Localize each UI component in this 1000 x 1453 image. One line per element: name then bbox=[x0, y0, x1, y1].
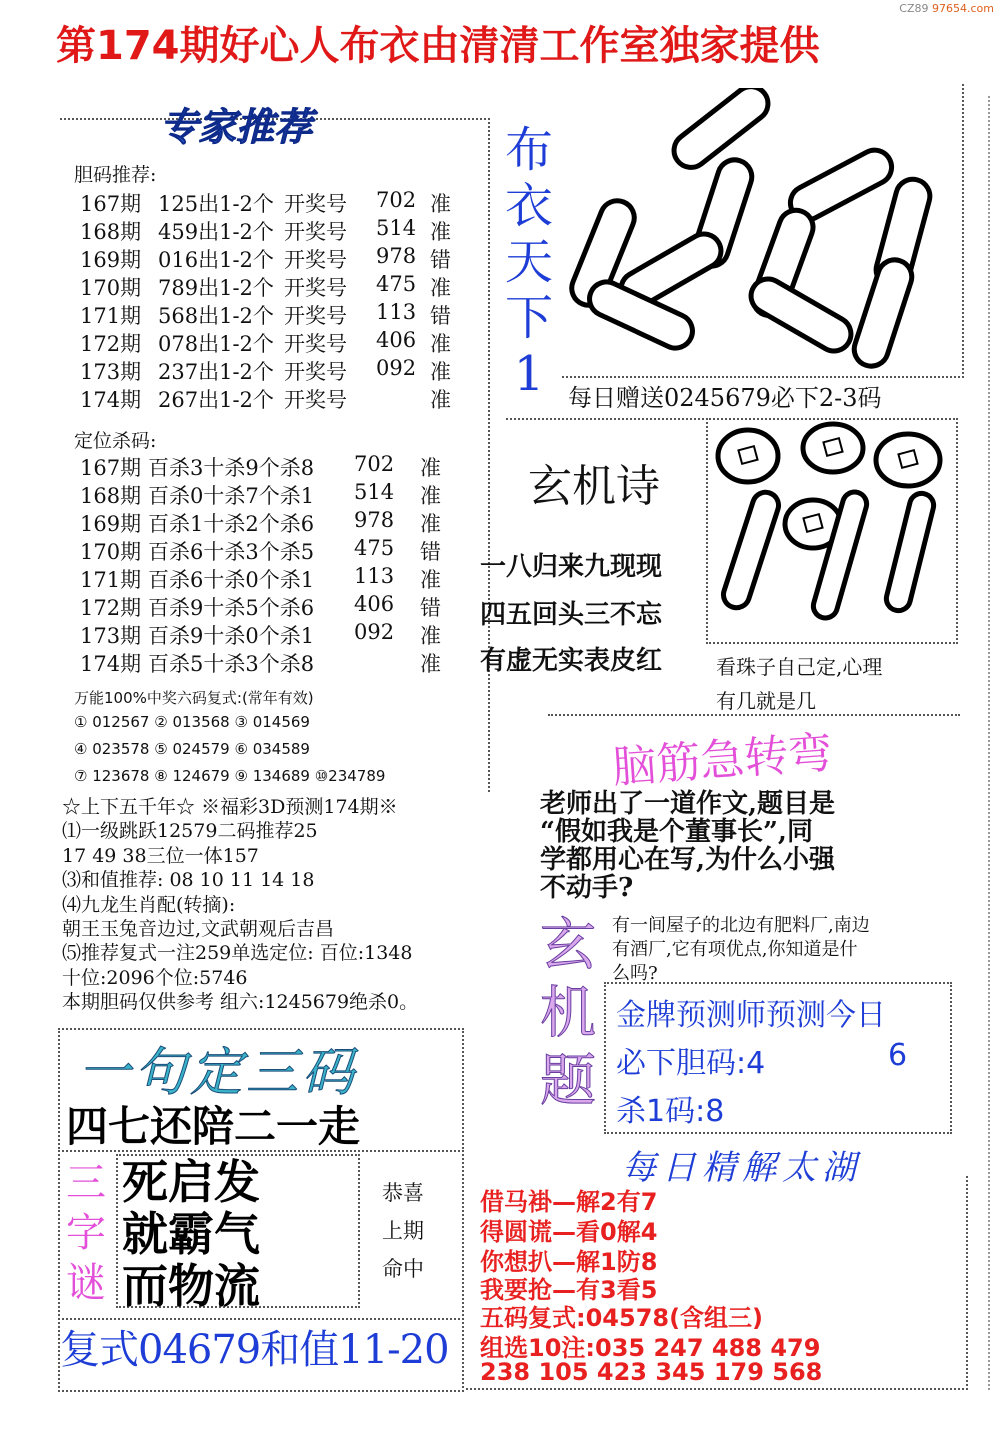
table-row bbox=[80, 272, 480, 298]
fc3d-line: ☆上下五千年☆ ※福彩3D预测174期※ bbox=[62, 796, 398, 818]
digit-2-pills bbox=[567, 88, 775, 354]
bead-9-right bbox=[876, 434, 940, 613]
cell-pick: 百杀5十杀3个杀8 bbox=[148, 652, 315, 676]
poem-line: 有虚无实表皮红 bbox=[480, 646, 663, 676]
cell-res: 准 bbox=[430, 388, 451, 412]
poem-line: 一八归来九现现 bbox=[480, 552, 663, 582]
cell-period: 170期 bbox=[80, 276, 142, 300]
xuanji-ti-question: 有一间屋子的北边有肥料厂,南边 有酒厂,它有项优点,你知道是什 么吗? bbox=[612, 915, 870, 984]
cell-period: 173期 bbox=[80, 360, 142, 384]
gold-sha: 杀1码:8 bbox=[616, 1094, 725, 1129]
cell-res: 准 bbox=[420, 624, 441, 648]
gold-dan-2: 6 bbox=[888, 1038, 908, 1073]
taihu-line: 我要抢—有3看5 bbox=[480, 1276, 658, 1304]
dan-label: 胆码推荐: bbox=[74, 164, 157, 186]
gold-title: 金牌预测师预测今日 bbox=[616, 998, 886, 1033]
yiju-title: 一句定三码 bbox=[78, 1043, 359, 1103]
cell-period: 172期 bbox=[80, 596, 142, 620]
cell-pick: 459出1-2个 bbox=[158, 220, 274, 244]
cell-period: 170期 bbox=[80, 540, 142, 564]
cell-pick: 016出1-2个 bbox=[158, 248, 274, 272]
cell-label: 开奖号 bbox=[284, 192, 347, 216]
cell-num: 514 bbox=[354, 480, 395, 504]
cell-period: 171期 bbox=[80, 304, 142, 328]
naojin-question: 老师出了一道作文,题目是 “假如我是个董事长”,同 学都用心在写,为什么小强 不动手? bbox=[540, 789, 836, 903]
six-row: ④ 023578 ⑤ 024579 ⑥ 034589 bbox=[74, 740, 310, 758]
cell-period: 169期 bbox=[80, 248, 142, 272]
cell-label: 开奖号 bbox=[284, 276, 347, 300]
fc3d-line: ⑷九龙生肖配(转摘): bbox=[62, 893, 236, 916]
table-row bbox=[80, 564, 480, 590]
cell-pick: 百杀3十杀9个杀8 bbox=[148, 456, 315, 480]
cell-res: 准 bbox=[420, 568, 441, 592]
cell-num: 514 bbox=[376, 216, 417, 240]
fc3d-line: ⑶和值推荐: 08 10 11 14 18 bbox=[62, 869, 315, 892]
page-title: 第174期好心人布衣由清清工作室独家提供 bbox=[56, 23, 820, 69]
fushi-text: 复式04679和值11-20 bbox=[60, 1327, 449, 1373]
taihu-line: 组选10注:035 247 488 479 bbox=[480, 1334, 821, 1362]
cell-res: 准 bbox=[430, 192, 451, 216]
cell-label: 开奖号 bbox=[284, 332, 347, 356]
cell-res: 错 bbox=[420, 540, 441, 564]
cell-pick: 237出1-2个 bbox=[158, 360, 274, 384]
xuanji-shi-title: 玄机诗 bbox=[528, 461, 660, 512]
cell-num: 092 bbox=[376, 356, 417, 380]
cell-res: 错 bbox=[420, 596, 441, 620]
cell-pick: 百杀1十杀2个杀6 bbox=[148, 512, 315, 536]
daily-gift: 每日赠送0245679必下2-3码 bbox=[568, 384, 882, 412]
cell-res: 准 bbox=[420, 512, 441, 536]
cell-num: 702 bbox=[376, 188, 417, 212]
cell-period: 167期 bbox=[80, 456, 142, 480]
taihu-line: 你想扒—解1防8 bbox=[480, 1248, 658, 1276]
six-row: ⑦ 123678 ⑧ 124679 ⑨ 134689 ⑩234789 bbox=[74, 767, 386, 785]
cell-num: 978 bbox=[354, 508, 395, 532]
cell-num: 113 bbox=[354, 564, 395, 588]
table-row bbox=[80, 328, 480, 354]
sanzimi-chars: 死启发 就霸气 而物流 bbox=[122, 1155, 260, 1313]
cell-num: 406 bbox=[376, 328, 417, 352]
cell-label: 开奖号 bbox=[284, 388, 347, 412]
fc3d-line: 本期胆码仅供参考 组六:1245679绝杀0。 bbox=[62, 991, 419, 1014]
cell-pick: 百杀9十杀5个杀6 bbox=[148, 596, 315, 620]
fc3d-line: ⑴一级跳跃12579二码推荐25 bbox=[62, 820, 318, 843]
fc3d-line: 17 49 38三位一体157 bbox=[62, 844, 259, 867]
kill-label: 定位杀码: bbox=[74, 430, 157, 452]
fc3d-line: ⑸推荐复式一注259单选定位: 百位:1348 bbox=[62, 942, 413, 965]
cell-period: 168期 bbox=[80, 484, 142, 508]
cell-pick: 125出1-2个 bbox=[158, 192, 274, 216]
taihu-line: 得圆谎—看0解4 bbox=[480, 1218, 658, 1246]
table-row bbox=[80, 216, 480, 242]
cell-num: 113 bbox=[376, 300, 417, 324]
fc3d-line: 朝王玉兔音边过,文武朝观后吉昌 bbox=[62, 918, 335, 940]
taihu-line: 五码复式:04578(含组三) bbox=[480, 1304, 764, 1332]
buyi-vertical: 布 衣 天 下 1 bbox=[504, 122, 553, 402]
cell-res: 错 bbox=[430, 304, 451, 328]
cell-res: 准 bbox=[420, 652, 441, 676]
taihu-line: 238 105 423 345 179 568 bbox=[480, 1358, 823, 1386]
taihu-title: 每日精解太湖 bbox=[622, 1148, 862, 1188]
bead-9-mid bbox=[785, 424, 869, 621]
cell-pick: 568出1-2个 bbox=[158, 304, 274, 328]
table-row bbox=[80, 592, 480, 618]
big-digits-pills bbox=[566, 88, 956, 378]
cell-num: 475 bbox=[376, 272, 417, 296]
table-row bbox=[80, 480, 480, 506]
fc3d-line: 十位:2096个位:5746 bbox=[62, 966, 248, 989]
cell-period: 174期 bbox=[80, 652, 142, 676]
cell-num: 702 bbox=[354, 452, 395, 476]
xuanji-ti-vertical: 玄 机 题 bbox=[540, 913, 596, 1114]
table-row bbox=[80, 648, 480, 674]
cell-label: 开奖号 bbox=[284, 220, 347, 244]
six-label: 万能100%中奖六码复式:(常年有效) bbox=[74, 689, 314, 707]
gold-dan: 必下胆码:4 bbox=[616, 1046, 766, 1081]
cell-res: 准 bbox=[430, 276, 451, 300]
cell-pick: 789出1-2个 bbox=[158, 276, 274, 300]
table-row bbox=[80, 620, 480, 646]
digit-0-pills bbox=[745, 144, 934, 370]
cell-period: 171期 bbox=[80, 568, 142, 592]
cell-period: 167期 bbox=[80, 192, 142, 216]
table-row bbox=[80, 244, 480, 270]
cell-pick: 百杀6十杀0个杀1 bbox=[148, 568, 315, 592]
cell-res: 准 bbox=[430, 360, 451, 384]
sanzimi-label: 三 字 谜 bbox=[66, 1160, 106, 1306]
cell-res: 准 bbox=[430, 220, 451, 244]
poem-line: 四五回头三不忘 bbox=[480, 600, 663, 630]
expert-title: 专家推荐 bbox=[160, 105, 313, 149]
cell-pick: 078出1-2个 bbox=[158, 332, 274, 356]
cell-num: 092 bbox=[354, 620, 395, 644]
cell-res: 准 bbox=[430, 332, 451, 356]
cell-label: 开奖号 bbox=[284, 248, 347, 272]
yiju-phrase: 四七还陪二一走 bbox=[66, 1102, 361, 1151]
cell-pick: 百杀6十杀3个杀5 bbox=[148, 540, 315, 564]
table-row bbox=[80, 536, 480, 562]
table-row bbox=[80, 508, 480, 534]
cell-period: 172期 bbox=[80, 332, 142, 356]
page-edge bbox=[988, 96, 990, 1390]
cell-res: 准 bbox=[420, 484, 441, 508]
table-row bbox=[80, 356, 480, 382]
taihu-line: 借马褂—解2有7 bbox=[480, 1188, 658, 1216]
naojin-title: 脑筋急转弯 bbox=[610, 727, 834, 794]
watermark: CZ89 97654.com bbox=[899, 2, 994, 15]
cell-res: 错 bbox=[430, 248, 451, 272]
bead-note: 看珠子自己定,心理 有几就是几 bbox=[716, 655, 883, 713]
cell-pick: 267出1-2个 bbox=[158, 388, 274, 412]
table-row bbox=[80, 384, 480, 410]
cell-num: 475 bbox=[354, 536, 395, 560]
cell-pick: 百杀0十杀7个杀1 bbox=[148, 484, 315, 508]
cell-res: 准 bbox=[420, 456, 441, 480]
cell-num: 406 bbox=[354, 592, 395, 616]
gongxi: 恭喜 上期 命中 bbox=[382, 1181, 424, 1281]
six-row: ① 012567 ② 013568 ③ 014569 bbox=[74, 713, 310, 731]
cell-num: 978 bbox=[376, 244, 417, 268]
cell-pick: 百杀9十杀0个杀1 bbox=[148, 624, 315, 648]
cell-period: 174期 bbox=[80, 388, 142, 412]
beads-digits bbox=[708, 420, 952, 638]
table-row bbox=[80, 452, 480, 478]
cell-period: 169期 bbox=[80, 512, 142, 536]
cell-label: 开奖号 bbox=[284, 304, 347, 328]
bead-9-left bbox=[718, 430, 782, 611]
table-row bbox=[80, 300, 480, 326]
cell-label: 开奖号 bbox=[284, 360, 347, 384]
cell-period: 173期 bbox=[80, 624, 142, 648]
cell-period: 168期 bbox=[80, 220, 142, 244]
table-row bbox=[80, 188, 480, 214]
